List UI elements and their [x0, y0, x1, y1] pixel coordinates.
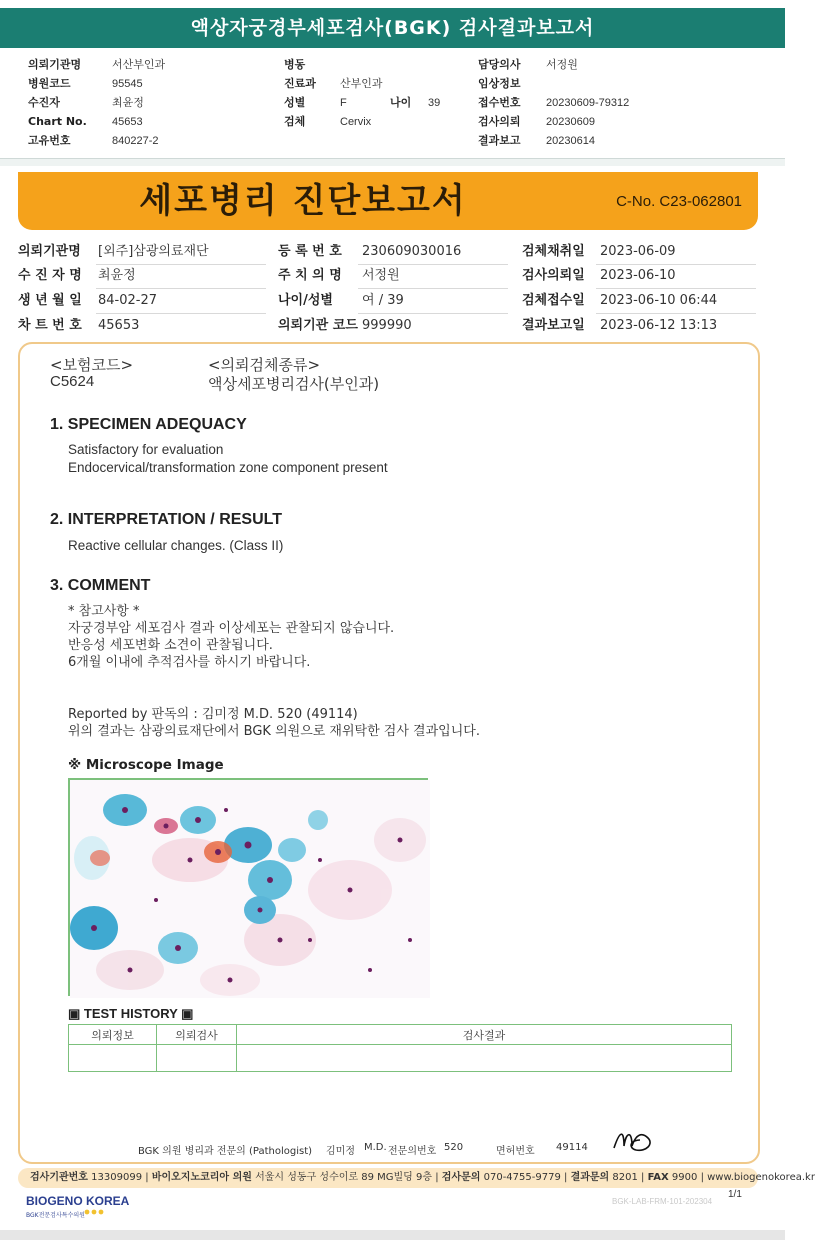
comment-line: 반응성 세포변화 소견이 관찰됩니다.	[68, 638, 273, 653]
field-value: 84-02-27	[98, 293, 158, 308]
bottom-strip	[0, 1230, 785, 1240]
field-value: 45653	[112, 116, 143, 128]
field-value: 여 / 39	[362, 293, 404, 308]
specimen-type-value: 액상세포병리검사(부인과)	[208, 375, 380, 393]
institution-label: 검사기관번호	[30, 1172, 88, 1183]
microscope-heading: ※ Microscope Image	[68, 757, 224, 773]
field-value: 서정원	[546, 59, 578, 71]
section-divider	[0, 158, 785, 166]
field-label: 검체채취일	[522, 244, 585, 259]
cytology-cells-image	[70, 780, 430, 998]
patient-info-row	[18, 289, 758, 313]
comment-heading: 3. COMMENT	[50, 577, 151, 594]
patient-info	[18, 240, 758, 340]
field-label: 진료과	[284, 77, 316, 90]
result-inquiry-phone: 8201	[612, 1172, 638, 1183]
fax-label: FAX	[647, 1172, 669, 1183]
column-header: 의뢰정보	[69, 1025, 157, 1045]
field-value: 230609030016	[362, 244, 462, 259]
field-value: F	[340, 97, 347, 109]
specialist-number: 520	[444, 1142, 464, 1153]
patient-info-row	[18, 264, 758, 288]
field-value: 서산부인과	[112, 59, 166, 71]
table-cell	[157, 1045, 237, 1072]
column-header: 검사결과	[237, 1025, 732, 1045]
specialist-label: 전문의번호	[388, 1146, 437, 1157]
report-header	[18, 172, 758, 230]
page-number: 1/1	[728, 1189, 742, 1200]
license-number: 49114	[556, 1142, 588, 1153]
field-value: 2023-06-12 13:13	[600, 318, 718, 333]
result-heading: 2. INTERPRETATION / RESULT	[50, 511, 283, 528]
field-value: 2023-06-10 06:44	[600, 293, 718, 308]
pathologist-label: BGK 의원 병리과 전문의 (Pathologist)	[138, 1146, 313, 1157]
field-label: 의뢰기관 코드	[278, 318, 358, 333]
field-value: 840227-2	[112, 135, 159, 147]
field-label: 수진자	[28, 96, 60, 109]
field-value: 서정원	[362, 268, 400, 283]
test-history-title: ▣ TEST HISTORY ▣	[68, 1006, 194, 1021]
table-row	[69, 1045, 732, 1072]
field-label: 주 치 의 명	[278, 268, 342, 283]
field-label: 등 록 번 호	[278, 244, 342, 259]
comment-line: 6개월 이내에 추적검사를 하시기 바랍니다.	[68, 655, 311, 670]
field-value: Cervix	[340, 116, 372, 128]
handwritten-signature	[610, 1126, 658, 1158]
outsourced-note: 위의 결과는 삼광의료재단에서 BGK 의원으로 재위탁한 검사 결과입니다.	[68, 724, 480, 739]
table-cell	[69, 1045, 157, 1072]
field-label: 나이/성별	[278, 293, 333, 308]
comment-line: * 참고사항 *	[68, 604, 140, 619]
reported-by: Reported by 판독의 : 김미정 M.D. 520 (49114)	[68, 707, 358, 722]
inquiry-phone: 070-4755-9779	[483, 1172, 561, 1183]
result-inquiry-label: 결과문의	[570, 1172, 610, 1183]
field-label: 검체접수일	[522, 293, 585, 308]
comment-line: 자궁경부암 세포검사 결과 이상세포는 관찰되지 않습니다.	[68, 621, 395, 636]
field-label: 나이	[390, 96, 412, 109]
field-label: 수 진 자 명	[18, 268, 82, 283]
case-number: C-No. C23-062801	[616, 193, 742, 210]
field-label: 병원코드	[28, 77, 71, 90]
institution-number: 13309099	[91, 1172, 143, 1183]
logo-subtext: BGK전문검사특수의원	[26, 1212, 85, 1219]
license-label: 면허번호	[496, 1146, 535, 1157]
clinic-name: 바이오지노코리아 의원	[151, 1172, 252, 1183]
patient-info-row	[18, 314, 758, 338]
report-body	[18, 342, 760, 1164]
insurance-code-label: <보험코드>	[50, 356, 134, 374]
pathologist-name: 김미정	[326, 1146, 355, 1157]
adequacy-heading: 1. SPECIMEN ADEQUACY	[50, 416, 247, 433]
field-label: 담당의사	[478, 58, 521, 71]
field-value: 999990	[362, 318, 412, 333]
field-label: Chart No.	[28, 115, 87, 128]
field-value: 45653	[98, 318, 140, 333]
test-history-table	[68, 1024, 732, 1072]
field-value: 최윤정	[112, 97, 144, 109]
column-header: 의뢰검사	[157, 1025, 237, 1045]
document-code: BGK-LAB-FRM-101-202304	[612, 1197, 713, 1206]
field-label: 임상정보	[478, 77, 521, 90]
adequacy-line: Satisfactory for evaluation	[68, 442, 224, 457]
field-label: 결과보고일	[522, 318, 585, 333]
website-link[interactable]: www.biogenokorea.kr	[707, 1172, 815, 1183]
microscope-image	[68, 778, 428, 996]
patient-info-row	[18, 240, 758, 264]
insurance-code-value: C5624	[50, 373, 95, 390]
field-label: 성별	[284, 96, 306, 109]
bgk-report-title: 액상자궁경부세포검사(BGK) 검사결과보고서	[0, 8, 785, 48]
inquiry-label: 검사문의	[441, 1172, 481, 1183]
fax-number: 9900	[671, 1172, 698, 1183]
field-value: 39	[428, 97, 441, 109]
field-label: 생 년 월 일	[18, 293, 82, 308]
field-label: 차 트 번 호	[18, 318, 82, 333]
field-value: 20230609	[546, 116, 595, 128]
field-label: 결과보고	[478, 134, 521, 147]
result-line: Reactive cellular changes. (Class II)	[68, 538, 284, 553]
pathologist-md: M.D.	[364, 1142, 387, 1153]
field-value: 2023-06-09	[600, 244, 676, 259]
field-value: 95545	[112, 78, 143, 90]
field-value: 최윤정	[98, 268, 136, 283]
logo-text: BIOGENO KOREA	[26, 1194, 130, 1208]
field-label: 병동	[284, 58, 306, 71]
field-value: 산부인과	[340, 78, 383, 90]
field-value: 20230609-79312	[546, 97, 630, 109]
field-label: 의뢰기관명	[28, 58, 82, 71]
adequacy-line: Endocervical/transformation zone component present	[68, 460, 388, 475]
report-title: 세포병리 진단보고서	[139, 181, 467, 221]
logo-dots-icon	[84, 1208, 104, 1216]
field-value: 2023-06-10	[600, 268, 676, 283]
field-value: [외주]삼광의료재단	[98, 244, 209, 259]
field-label: 검사의뢰	[478, 115, 521, 128]
clinic-address: 서울시 성동구 성수이로 89 MG빌딩 9층	[255, 1172, 433, 1183]
specimen-type-label: <의뢰검체종류>	[208, 356, 321, 374]
field-label: 검체	[284, 115, 306, 128]
footer-contact-bar: 검사기관번호 13309099 | 바이오지노코리아 의원 서울시 성동구 성수이로 89 MG빌딩 9층 | 검사문의 070-4755-9779 | 결과문의 8201 | FAX 9900 | www.biogenokorea.kr	[18, 1168, 758, 1188]
field-label: 고유번호	[28, 134, 71, 147]
field-label: 검사의뢰일	[522, 268, 585, 283]
table-cell	[237, 1045, 732, 1072]
table-header-row	[69, 1025, 732, 1045]
company-logo	[26, 1194, 129, 1219]
field-value: 20230614	[546, 135, 595, 147]
field-label: 접수번호	[478, 96, 521, 109]
field-label: 의뢰기관명	[18, 244, 81, 259]
